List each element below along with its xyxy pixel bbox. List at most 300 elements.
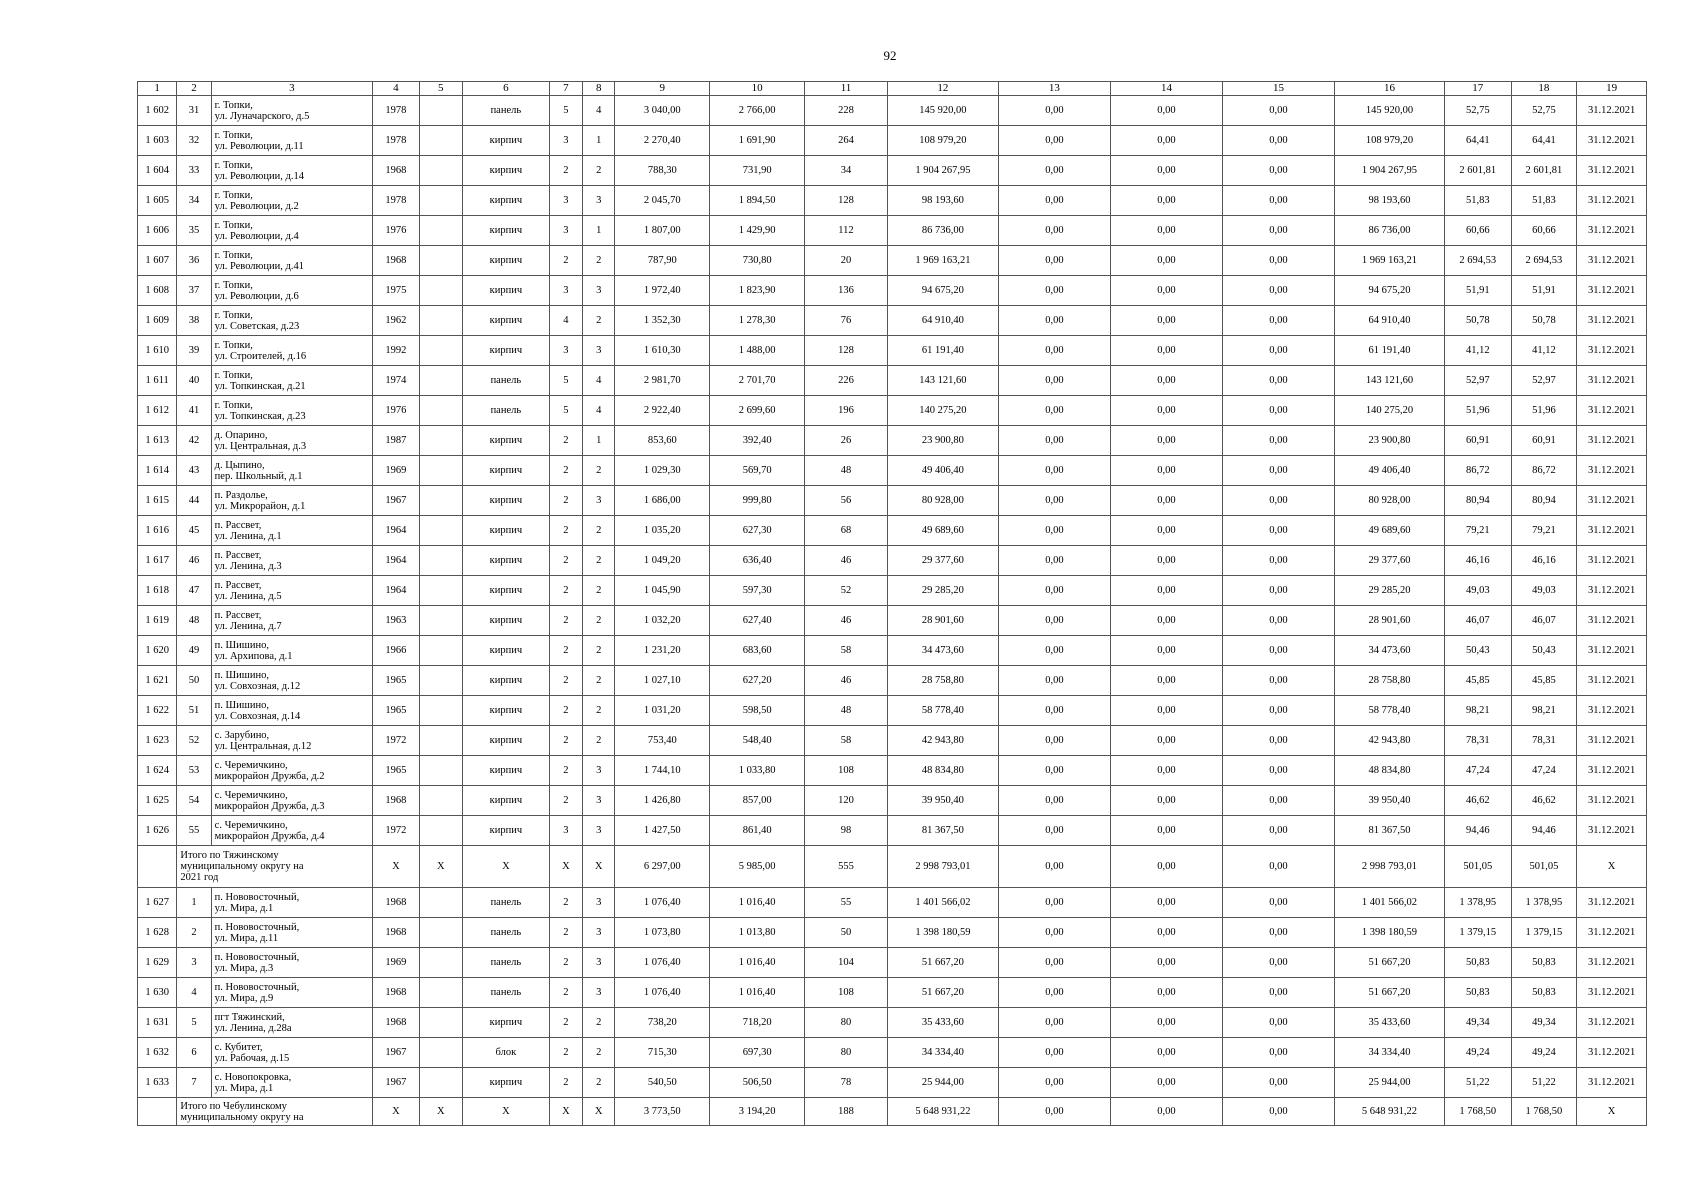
cell-c18: 51,91 (1511, 276, 1577, 306)
cell-row-number: 53 (177, 756, 211, 786)
cell-c17: 50,83 (1445, 948, 1512, 978)
column-header: 14 (1110, 82, 1222, 96)
cell-c18: 49,24 (1511, 1038, 1577, 1068)
address-locality: п. Рассвет, (214, 549, 262, 561)
table-row (138, 366, 1647, 396)
cell-c15: 0,00 (1222, 216, 1334, 246)
address-locality: д. Цыпино, (214, 459, 265, 471)
cell-c7: 3 (549, 276, 582, 306)
cell-c19: 31.12.2021 (1577, 918, 1647, 948)
cell-row-number: 6 (177, 1038, 211, 1068)
cell-c6: панель (462, 888, 549, 918)
cell-c15: 0,00 (1222, 246, 1334, 276)
cell-c9: 787,90 (615, 246, 710, 276)
cell-address (211, 246, 372, 276)
cell-registry-number: 1 610 (138, 336, 177, 366)
table-row (138, 246, 1647, 276)
cell-c5 (419, 918, 462, 948)
table-body (138, 96, 1647, 1126)
cell-c9: 540,50 (615, 1068, 710, 1098)
cell-registry-number: 1 621 (138, 666, 177, 696)
cell-row-number: 33 (177, 156, 211, 186)
address-street: ул. Совхозная, д.12 (214, 680, 301, 692)
cell-c18: 50,83 (1511, 948, 1577, 978)
cell-c17: 94,46 (1445, 816, 1512, 846)
cell-c5 (419, 426, 462, 456)
column-header: 13 (998, 82, 1110, 96)
cell-c6: кирпич (462, 336, 549, 366)
cell-c6: кирпич (462, 636, 549, 666)
cell-registry-number: 1 629 (138, 948, 177, 978)
cell-c17: 49,34 (1445, 1008, 1512, 1038)
cell-c9: 1 076,40 (615, 948, 710, 978)
cell-c19: 31.12.2021 (1577, 216, 1647, 246)
cell-c15: 0,00 (1222, 948, 1334, 978)
cell-c5 (419, 216, 462, 246)
table-row (138, 336, 1647, 366)
cell-registry-number: 1 607 (138, 246, 177, 276)
cell-c18: 2 601,81 (1511, 156, 1577, 186)
cell-c6: кирпич (462, 816, 549, 846)
cell-address (211, 366, 372, 396)
cell-c14: 0,00 (1110, 456, 1222, 486)
total-label-line: муниципальному округу на (180, 1111, 304, 1123)
cell-c16: 28 901,60 (1334, 606, 1444, 636)
cell-row-number: 41 (177, 396, 211, 426)
address-locality: г. Топки, (214, 279, 253, 291)
cell-c17: 501,05 (1445, 846, 1512, 888)
cell-c11: 46 (805, 546, 888, 576)
cell-c11: 120 (805, 786, 888, 816)
address-locality: п. Рассвет, (214, 519, 262, 531)
address-locality: с. Новопокровка, (214, 1071, 292, 1083)
cell-c10: 1 013,80 (710, 918, 805, 948)
cell-c6: X (462, 846, 549, 888)
cell-address (211, 948, 372, 978)
cell-registry-number: 1 630 (138, 978, 177, 1008)
table-row (138, 888, 1647, 918)
cell-c12: 49 406,40 (887, 456, 998, 486)
cell-c4: 1968 (373, 246, 419, 276)
cell-c6: панель (462, 918, 549, 948)
cell-c10: 1 016,40 (710, 978, 805, 1008)
cell-c10: 3 194,20 (710, 1098, 805, 1126)
cell-c8: 2 (583, 576, 615, 606)
cell-c17: 51,96 (1445, 396, 1512, 426)
cell-c6: кирпич (462, 1068, 549, 1098)
cell-c8: 4 (583, 396, 615, 426)
cell-c19: 31.12.2021 (1577, 546, 1647, 576)
cell-c14: 0,00 (1110, 126, 1222, 156)
cell-c18: 52,97 (1511, 366, 1577, 396)
cell-address (211, 666, 372, 696)
cell-row-number: 37 (177, 276, 211, 306)
cell-c15: 0,00 (1222, 696, 1334, 726)
cell-c17: 52,75 (1445, 96, 1512, 126)
cell-c10: 1 488,00 (710, 336, 805, 366)
cell-c14: 0,00 (1110, 948, 1222, 978)
cell-c11: 98 (805, 816, 888, 846)
cell-c15: 0,00 (1222, 396, 1334, 426)
cell-c18: 501,05 (1511, 846, 1577, 888)
cell-c7: 2 (549, 576, 582, 606)
cell-c12: 51 667,20 (887, 948, 998, 978)
cell-c4: 1978 (373, 186, 419, 216)
cell-c5 (419, 366, 462, 396)
cell-c11: 264 (805, 126, 888, 156)
cell-c16: 34 334,40 (1334, 1038, 1444, 1068)
cell-c12: 49 689,60 (887, 516, 998, 546)
address-street: ул. Революции, д.41 (214, 260, 304, 272)
cell-c5 (419, 786, 462, 816)
cell-c8: 3 (583, 186, 615, 216)
total-row (138, 846, 1647, 888)
cell-address (211, 978, 372, 1008)
cell-c10: 2 766,00 (710, 96, 805, 126)
cell-c6: кирпич (462, 606, 549, 636)
cell-row-number: 34 (177, 186, 211, 216)
cell-c9: 753,40 (615, 726, 710, 756)
cell-address (211, 126, 372, 156)
cell-c18: 86,72 (1511, 456, 1577, 486)
cell-c13: 0,00 (998, 426, 1110, 456)
cell-c14: 0,00 (1110, 216, 1222, 246)
cell-address (211, 606, 372, 636)
cell-c12: 1 401 566,02 (887, 888, 998, 918)
cell-c15: 0,00 (1222, 96, 1334, 126)
cell-c9: 715,30 (615, 1038, 710, 1068)
cell-c17: 49,03 (1445, 576, 1512, 606)
cell-c4: 1978 (373, 96, 419, 126)
cell-c11: 555 (805, 846, 888, 888)
cell-c16: 145 920,00 (1334, 96, 1444, 126)
address-street: ул. Строителей, д.16 (214, 350, 307, 362)
cell-c17: 50,83 (1445, 978, 1512, 1008)
cell-c4: 1972 (373, 816, 419, 846)
address-locality: с. Зарубино, (214, 729, 270, 741)
cell-c18: 47,24 (1511, 756, 1577, 786)
cell-c5: X (419, 1098, 462, 1126)
cell-c14: 0,00 (1110, 486, 1222, 516)
cell-c4: 1965 (373, 666, 419, 696)
table-row (138, 396, 1647, 426)
cell-c15: 0,00 (1222, 816, 1334, 846)
cell-row-number: 43 (177, 456, 211, 486)
cell-c9: 1 426,80 (615, 786, 710, 816)
cell-c5 (419, 726, 462, 756)
cell-c5 (419, 948, 462, 978)
address-locality: г. Топки, (214, 369, 253, 381)
cell-c14: 0,00 (1110, 888, 1222, 918)
cell-registry-number: 1 623 (138, 726, 177, 756)
cell-c8: 2 (583, 246, 615, 276)
cell-c9: 2 922,40 (615, 396, 710, 426)
cell-address (211, 1008, 372, 1038)
cell-c7: 2 (549, 456, 582, 486)
cell-address (211, 756, 372, 786)
cell-c7: 2 (549, 636, 582, 666)
cell-c11: 136 (805, 276, 888, 306)
cell-c9: 3 040,00 (615, 96, 710, 126)
cell-c16: 108 979,20 (1334, 126, 1444, 156)
cell-c9: 1 352,30 (615, 306, 710, 336)
cell-c16: 58 778,40 (1334, 696, 1444, 726)
cell-c5 (419, 978, 462, 1008)
cell-c6: панель (462, 948, 549, 978)
cell-c18: 64,41 (1511, 126, 1577, 156)
cell-c5 (419, 576, 462, 606)
cell-c19: 31.12.2021 (1577, 576, 1647, 606)
cell-c6: X (462, 1098, 549, 1126)
cell-c11: 55 (805, 888, 888, 918)
cell-c4: 1962 (373, 306, 419, 336)
cell-c13: 0,00 (998, 918, 1110, 948)
cell-c19: X (1577, 846, 1647, 888)
cell-c12: 1 904 267,95 (887, 156, 998, 186)
cell-c8: 3 (583, 948, 615, 978)
cell-c5 (419, 756, 462, 786)
cell-c16: 86 736,00 (1334, 216, 1444, 246)
cell-c4: 1965 (373, 696, 419, 726)
cell-c13: 0,00 (998, 1038, 1110, 1068)
cell-c9: 1 686,00 (615, 486, 710, 516)
cell-c4: 1964 (373, 546, 419, 576)
cell-c11: 80 (805, 1038, 888, 1068)
total-label-line: Итого по Чебулинскому (180, 1100, 287, 1112)
cell-c6: кирпич (462, 516, 549, 546)
cell-c15: 0,00 (1222, 576, 1334, 606)
total-row (138, 1098, 1647, 1126)
cell-c18: 49,34 (1511, 1008, 1577, 1038)
column-header: 1 (138, 82, 177, 96)
cell-c13: 0,00 (998, 186, 1110, 216)
table-row (138, 486, 1647, 516)
address-locality: г. Топки, (214, 309, 253, 321)
cell-c13: 0,00 (998, 126, 1110, 156)
cell-row-number: 40 (177, 366, 211, 396)
cell-c18: 98,21 (1511, 696, 1577, 726)
cell-registry-number: 1 633 (138, 1068, 177, 1098)
cell-c14: 0,00 (1110, 306, 1222, 336)
cell-c11: 104 (805, 948, 888, 978)
address-street: ул. Мира, д.1 (214, 902, 274, 914)
cell-c5 (419, 186, 462, 216)
cell-c6: кирпич (462, 246, 549, 276)
cell-c10: 506,50 (710, 1068, 805, 1098)
cell-c19: 31.12.2021 (1577, 666, 1647, 696)
cell-c4: 1968 (373, 1008, 419, 1038)
address-street: ул. Революции, д.6 (214, 290, 299, 302)
cell-registry-number: 1 606 (138, 216, 177, 246)
cell-c15: 0,00 (1222, 1008, 1334, 1038)
cell-c4: 1978 (373, 126, 419, 156)
cell-c11: 196 (805, 396, 888, 426)
column-header: 18 (1511, 82, 1577, 96)
cell-c13: 0,00 (998, 276, 1110, 306)
cell-c7: 2 (549, 756, 582, 786)
cell-c17: 51,91 (1445, 276, 1512, 306)
cell-c12: 2 998 793,01 (887, 846, 998, 888)
cell-c13: 0,00 (998, 96, 1110, 126)
cell-c4: 1966 (373, 636, 419, 666)
address-locality: г. Топки, (214, 159, 253, 171)
cell-address (211, 918, 372, 948)
cell-c5: X (419, 846, 462, 888)
cell-c7: 5 (549, 96, 582, 126)
table-row (138, 948, 1647, 978)
cell-c9: 738,20 (615, 1008, 710, 1038)
cell-c12: 1 969 163,21 (887, 246, 998, 276)
cell-registry-number: 1 627 (138, 888, 177, 918)
cell-c15: 0,00 (1222, 888, 1334, 918)
cell-c7: 2 (549, 726, 582, 756)
cell-address (211, 456, 372, 486)
cell-c8: 1 (583, 216, 615, 246)
address-street: ул. Ленина, д.3 (214, 560, 282, 572)
cell-c5 (419, 126, 462, 156)
cell-c8: 2 (583, 306, 615, 336)
cell-c10: 2 699,60 (710, 396, 805, 426)
cell-c13: 0,00 (998, 456, 1110, 486)
cell-c10: 1 278,30 (710, 306, 805, 336)
cell-c9: 1 744,10 (615, 756, 710, 786)
cell-c19: 31.12.2021 (1577, 486, 1647, 516)
address-locality: п. Рассвет, (214, 579, 262, 591)
cell-c13: 0,00 (998, 666, 1110, 696)
cell-c19: 31.12.2021 (1577, 96, 1647, 126)
address-street: ул. Советская, д.23 (214, 320, 300, 332)
cell-c16: 1 398 180,59 (1334, 918, 1444, 948)
cell-c17: 45,85 (1445, 666, 1512, 696)
cell-c16: 2 998 793,01 (1334, 846, 1444, 888)
cell-row-number: 5 (177, 1008, 211, 1038)
cell-c11: 52 (805, 576, 888, 606)
cell-c8: 2 (583, 1068, 615, 1098)
cell-c7: 2 (549, 516, 582, 546)
cell-total-label (177, 1098, 373, 1126)
cell-registry-number: 1 603 (138, 126, 177, 156)
cell-c8: 3 (583, 486, 615, 516)
cell-c4: 1975 (373, 276, 419, 306)
cell-c19: 31.12.2021 (1577, 366, 1647, 396)
cell-c6: кирпич (462, 306, 549, 336)
address-street: ул. Топкинская, д.23 (214, 410, 306, 422)
cell-c14: 0,00 (1110, 636, 1222, 666)
cell-c7: 2 (549, 1068, 582, 1098)
cell-registry-number: 1 622 (138, 696, 177, 726)
cell-c12: 86 736,00 (887, 216, 998, 246)
address-street: ул. Центральная, д.12 (214, 740, 312, 752)
cell-registry-number: 1 632 (138, 1038, 177, 1068)
address-locality: п. Нововосточный, (214, 951, 300, 963)
cell-c14: 0,00 (1110, 756, 1222, 786)
cell-registry-number: 1 602 (138, 96, 177, 126)
cell-c7: 3 (549, 186, 582, 216)
address-street: ул. Мира, д.9 (214, 992, 274, 1004)
cell-c18: 2 694,53 (1511, 246, 1577, 276)
cell-address (211, 516, 372, 546)
cell-c9: 1 031,20 (615, 696, 710, 726)
cell-c14: 0,00 (1110, 96, 1222, 126)
cell-row-number: 31 (177, 96, 211, 126)
cell-c16: 28 758,80 (1334, 666, 1444, 696)
address-street: микрорайон Дружба, д.3 (214, 800, 325, 812)
cell-c8: 3 (583, 756, 615, 786)
cell-total-label (177, 846, 373, 888)
cell-c13: 0,00 (998, 636, 1110, 666)
cell-c10: 861,40 (710, 816, 805, 846)
cell-c16: 34 473,60 (1334, 636, 1444, 666)
cell-c11: 20 (805, 246, 888, 276)
address-locality: г. Топки, (214, 339, 253, 351)
column-header: 11 (805, 82, 888, 96)
cell-registry-number: 1 628 (138, 918, 177, 948)
cell-c15: 0,00 (1222, 1068, 1334, 1098)
column-header: 4 (373, 82, 419, 96)
cell-c16: 94 675,20 (1334, 276, 1444, 306)
cell-c16: 25 944,00 (1334, 1068, 1444, 1098)
cell-c8: 3 (583, 816, 615, 846)
cell-c17: 64,41 (1445, 126, 1512, 156)
cell-c8: 3 (583, 276, 615, 306)
cell-c8: 2 (583, 456, 615, 486)
cell-c13: 0,00 (998, 486, 1110, 516)
cell-c17: 51,22 (1445, 1068, 1512, 1098)
cell-c12: 80 928,00 (887, 486, 998, 516)
cell-c7: 2 (549, 948, 582, 978)
cell-c12: 29 285,20 (887, 576, 998, 606)
cell-c11: 76 (805, 306, 888, 336)
cell-c7: 3 (549, 216, 582, 246)
cell-c5 (419, 336, 462, 366)
cell-row-number: 54 (177, 786, 211, 816)
cell-registry-number: 1 612 (138, 396, 177, 426)
table-row (138, 306, 1647, 336)
cell-c16: 81 367,50 (1334, 816, 1444, 846)
cell-c7: 2 (549, 1038, 582, 1068)
cell-c8: 3 (583, 336, 615, 366)
cell-c15: 0,00 (1222, 978, 1334, 1008)
cell-c12: 51 667,20 (887, 978, 998, 1008)
cell-address (211, 1038, 372, 1068)
cell-c17: 1 768,50 (1445, 1098, 1512, 1126)
cell-c4: 1964 (373, 576, 419, 606)
cell-c14: 0,00 (1110, 1068, 1222, 1098)
cell-c10: 999,80 (710, 486, 805, 516)
cell-c11: 108 (805, 978, 888, 1008)
cell-c16: 1 401 566,02 (1334, 888, 1444, 918)
address-street: микрорайон Дружба, д.4 (214, 830, 325, 842)
address-locality: пгт Тяжинский, (214, 1011, 285, 1023)
cell-c11: 128 (805, 186, 888, 216)
table-row (138, 666, 1647, 696)
cell-c10: 392,40 (710, 426, 805, 456)
address-locality: г. Топки, (214, 189, 253, 201)
cell-c17: 1 379,15 (1445, 918, 1512, 948)
column-header: 3 (211, 82, 372, 96)
cell-c17: 46,07 (1445, 606, 1512, 636)
cell-c11: 56 (805, 486, 888, 516)
cell-c5 (419, 96, 462, 126)
cell-c16: 49 406,40 (1334, 456, 1444, 486)
cell-c19: 31.12.2021 (1577, 246, 1647, 276)
cell-c7: 2 (549, 246, 582, 276)
cell-c15: 0,00 (1222, 186, 1334, 216)
cell-c6: панель (462, 396, 549, 426)
cell-c5 (419, 546, 462, 576)
cell-c11: 112 (805, 216, 888, 246)
cell-c6: кирпич (462, 156, 549, 186)
